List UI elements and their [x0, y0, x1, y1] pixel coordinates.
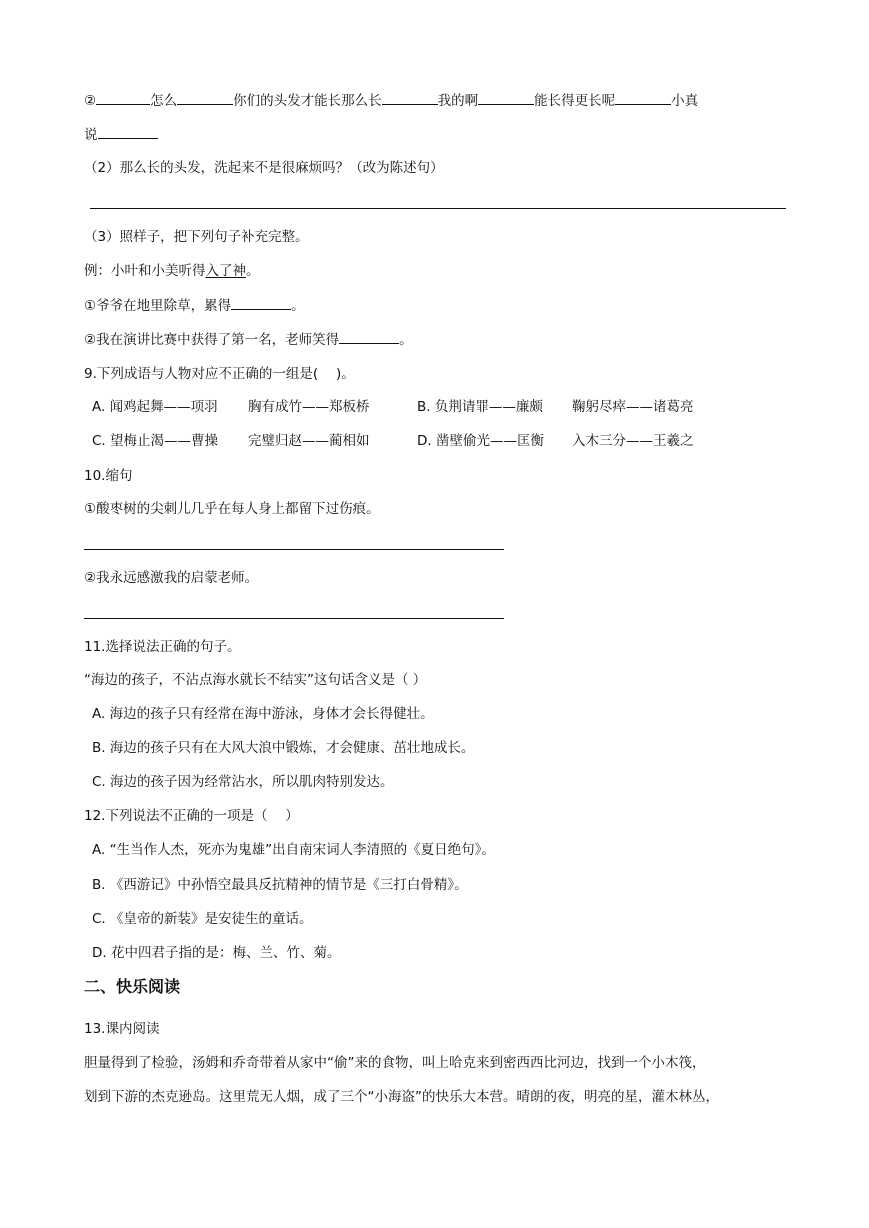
q9-stem: 9.下列成语与人物对应不正确的一组是( )。 [84, 366, 355, 382]
q9-option-a[interactable] [92, 397, 218, 417]
q11-prompt: “海边的孩子，不沾点海水就长不结实”这句话含义是（ ） [84, 672, 427, 688]
sentence-segment: 你们的头发才能长那么长 [233, 93, 382, 109]
q9-option-d[interactable] [417, 431, 544, 451]
sentence-segment: 说 [84, 127, 98, 143]
answer-blank[interactable] [98, 124, 158, 139]
circled-number: ② [84, 93, 97, 109]
q8-part1-sentence [84, 90, 698, 111]
q13-stem: 13.课内阅读 [84, 1021, 160, 1037]
sentence-segment: 能长得更长呢 [534, 93, 616, 109]
answer-line[interactable] [90, 208, 786, 209]
q9-option-b-second: 鞠躬尽瘁——诸葛亮 [572, 399, 694, 415]
option-text: D. 凿壁偷光——匡衡 [417, 433, 544, 449]
q8-part3-example [84, 261, 260, 281]
example-text: 。 [246, 263, 260, 279]
q10-stem: 10.缩句 [84, 468, 133, 484]
q8-part3-item2 [84, 329, 413, 350]
q11-option-c[interactable]: C. 海边的孩子因为经常沾水，所以肌肉特别发达。 [92, 774, 394, 790]
q11-stem: 11.选择说法正确的句子。 [84, 639, 241, 655]
q8-part3-item1 [84, 295, 305, 316]
q10-item2: ②我永远感激我的启蒙老师。 [84, 570, 259, 586]
q11-option-b[interactable]: B. 海边的孩子只有在大风大浪中锻炼，才会健康、茁壮地成长。 [92, 740, 475, 756]
item-text: 。 [291, 298, 305, 314]
answer-blank[interactable] [339, 329, 399, 344]
q8-part1-sentence-end [84, 124, 158, 145]
reading-paragraph-line: 胆量得到了检验，汤姆和乔奇带着从家中“偷”来的食物，叫上哈克来到密西西比河边，找到一个小木筏， [84, 1055, 706, 1071]
option-text: C. 望梅止渴——曹操 [92, 433, 219, 449]
answer-line[interactable] [84, 618, 504, 619]
sentence-segment: 我的啊 [437, 93, 479, 109]
sentence-segment: 怎么 [150, 93, 178, 109]
q10-item1: ①酸枣树的尖刺儿几乎在每人身上都留下过伤痕。 [84, 501, 380, 517]
example-text: 例：小叶和小美听得 [84, 263, 206, 279]
q9-option-a-second: 胸有成竹——郑板桥 [248, 399, 370, 415]
q11-option-a[interactable]: A. 海边的孩子只有经常在海中游泳，身体才会长得健壮。 [92, 706, 434, 722]
q9-option-c[interactable] [92, 431, 218, 451]
q12-option-a[interactable]: A. “生当作人杰，死亦为鬼雄”出自南宋词人李清照的《夏日绝句》。 [92, 842, 495, 858]
reading-paragraph-line: 划到下游的杰克逊岛。这里荒无人烟，成了三个“小海盗”的快乐大本营。晴朗的夜，明亮的星，灌木林丛， [84, 1089, 719, 1105]
q12-option-c[interactable]: C. 《皇帝的新装》是安徒生的童话。 [92, 911, 313, 927]
answer-blank[interactable] [231, 295, 291, 310]
section-heading: 二、快乐阅读 [84, 977, 181, 996]
answer-blank[interactable] [478, 90, 534, 105]
q9-option-b[interactable] [417, 397, 543, 417]
item-text: ②我在演讲比赛中获得了第一名，老师笑得 [84, 332, 340, 348]
q9-option-c-second: 完璧归赵——蔺相如 [248, 433, 370, 449]
option-text: A. 闻鸡起舞——项羽 [92, 399, 218, 415]
q8-part3-title: （3）照样子，把下列句子补充完整。 [84, 229, 309, 245]
option-text: B. 负荆请罪——廉颇 [417, 399, 543, 415]
q12-stem: 12.下列说法不正确的一项是（ ） [84, 808, 299, 824]
answer-blank[interactable] [96, 90, 150, 105]
answer-line[interactable] [84, 549, 504, 550]
example-underlined: 入了神 [205, 263, 246, 279]
q9-option-d-second: 入木三分——王羲之 [572, 433, 694, 449]
answer-blank[interactable] [382, 90, 438, 105]
answer-blank[interactable] [615, 90, 671, 105]
q12-option-d[interactable]: D. 花中四君子指的是：梅、兰、竹、菊。 [92, 945, 341, 961]
item-text: 。 [399, 332, 413, 348]
item-text: ①爷爷在地里除草，累得 [84, 298, 232, 314]
q8-part2-question: （2）那么长的头发，洗起来不是很麻烦吗？（改为陈述句） [84, 160, 444, 176]
answer-blank[interactable] [177, 90, 233, 105]
sentence-segment: 小真 [671, 93, 699, 109]
q12-option-b[interactable]: B. 《西游记》中孙悟空最具反抗精神的情节是《三打白骨精》。 [92, 877, 468, 893]
